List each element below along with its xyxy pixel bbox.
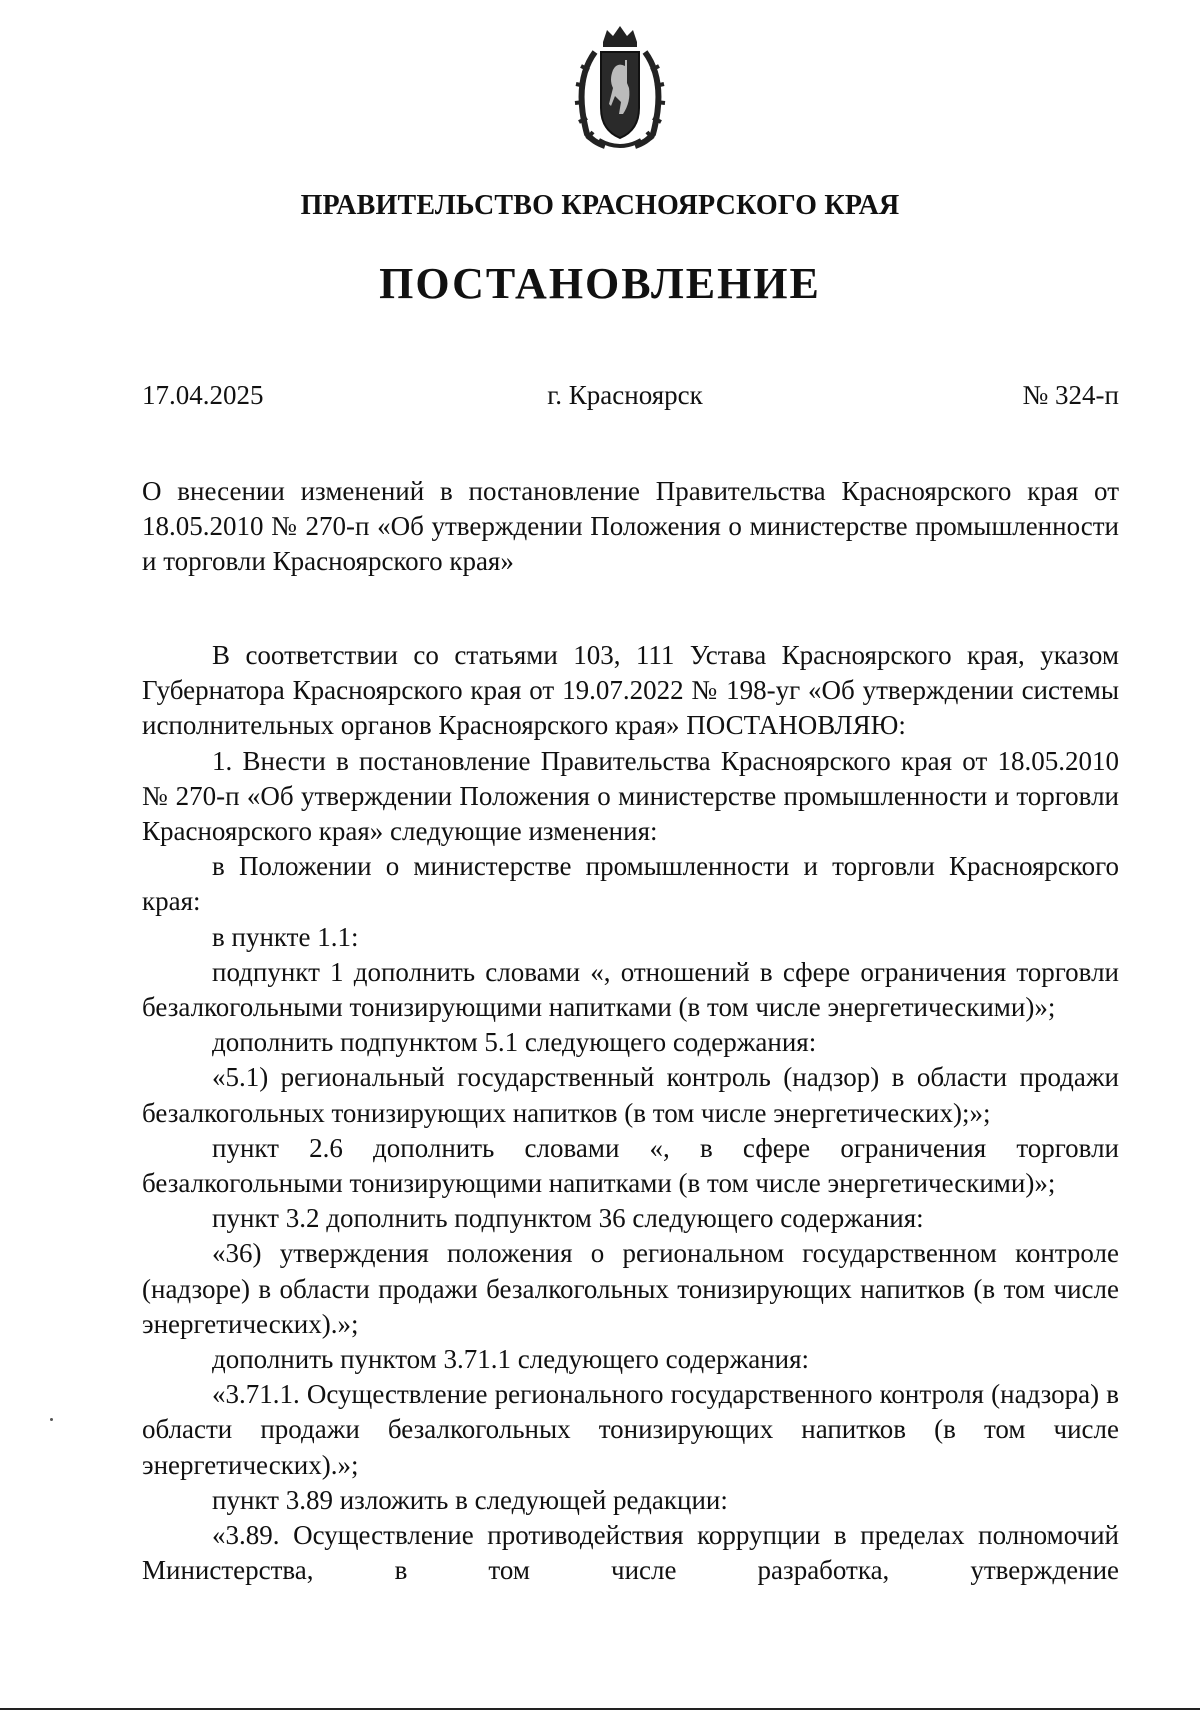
document-type-title: ПОСТАНОВЛЕНИЕ [379,259,821,308]
document-body [142,638,1119,1588]
body-paragraph: 1. Внести в постановление Правительства Красноярского края от 18.05.2010 № 270-п «Об утверждении Положения о министерстве промышленности и торговли Красноярского края» следующие изменения: [142,745,1119,847]
coat-of-arms-icon [565,22,675,154]
scan-speck [50,1418,53,1421]
body-paragraph: «3.89. Осуществление противодействия коррупции в пределах полномочий Министерства, в том числе разработка, утверждение [142,1520,1119,1586]
body-paragraph: дополнить подпунктом 5.1 следующего содержания: [212,1027,817,1058]
body-paragraph: «3.71.1. Осуществление регионального государственного контроля (надзора) в области продажи безалкогольных тонизирующих напитков (в том числе энергетических).»; [142,1379,1119,1480]
organization-title: ПРАВИТЕЛЬСТВО КРАСНОЯРСКОГО КРАЯ [300,190,900,221]
body-paragraph: «36) утверждения положения о региональном государственном контроле (надзоре) в области продажи безалкогольных тонизирующих напитков (в том числе энергетических).»; [142,1238,1119,1339]
body-paragraph: пункт 3.89 изложить в следующей редакции: [212,1484,728,1515]
body-paragraph: В соответствии со статьями 103, 111 Устава Красноярского края, указом Губернатора Красноярского края от 19.07.2022 № 198-уг «Об утверждении системы исполнительных органов Красноярского края» ПОСТАНОВЛЯЮ: [142,640,1119,741]
body-paragraph: в пункте 1.1: [212,921,359,952]
body-paragraph: пункт 3.2 дополнить подпунктом 36 следующего содержания: [212,1203,924,1234]
body-paragraph: в Положении о министерстве промышленности и торговли Красноярского края: [142,851,1119,917]
document-date: 17.04.2025 [142,380,264,410]
document-number: № 324-п [1022,380,1119,410]
body-paragraph: дополнить пунктом 3.71.1 следующего содержания: [212,1344,810,1375]
page-bottom-rule [0,1708,1200,1710]
document-subject: О внесении изменений в постановление Правительства Красноярского края от 18.05.2010 № 270-п «Об утверждении Положения о министерстве промышленности и торговли Красноярского края» [142,476,1119,576]
document-city: г. Красноярск [547,380,703,410]
body-paragraph: пункт 2.6 дополнить словами «, в сфере ограничения торговли безалкогольными тонизирующими напитками (в том числе энергетическими)»; [142,1132,1119,1199]
body-paragraph: подпункт 1 дополнить словами «, отношений в сфере ограничения торговли безалкогольными тонизирующими напитками (в том числе энергетическими)»; [142,956,1119,1023]
body-paragraph: «5.1) региональный государственный контроль (надзор) в области продажи безалкогольных тонизирующих напитков (в том числе энергетических);»; [142,1062,1119,1128]
